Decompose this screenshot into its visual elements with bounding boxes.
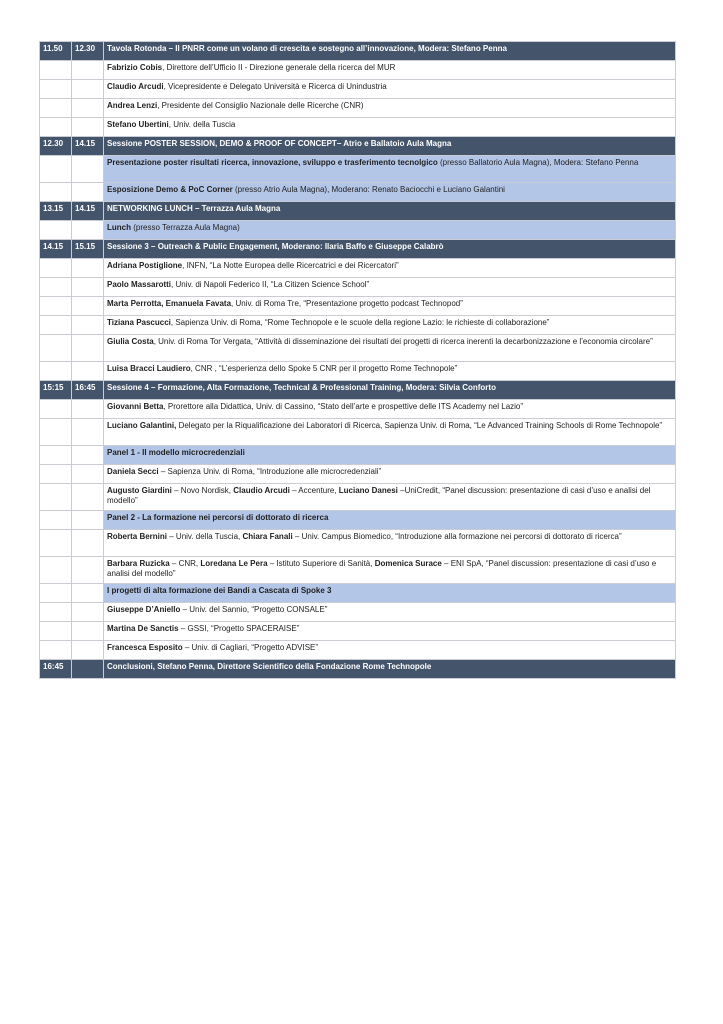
bold-text: Domenica Surace (374, 559, 442, 568)
speaker-row (40, 80, 676, 99)
bold-text: NETWORKING LUNCH – Terrazza Aula Magna (107, 204, 281, 213)
end-time (72, 484, 104, 511)
text: , Univ. della Tuscia (168, 120, 236, 129)
bold-text: Sessione POSTER SESSION, DEMO & PROOF OF CONCEPT– Atrio e Ballatoio Aula Magna (107, 139, 452, 148)
agenda-description (104, 278, 676, 297)
text: , Sapienza Univ. di Roma, “Rome Technopole e le scuole della regione Lazio: le richieste di collaborazione” (170, 318, 550, 327)
agenda-description (104, 80, 676, 99)
text: , Presidente del Consiglio Nazionale delle Ricerche (CNR) (157, 101, 364, 110)
end-time (72, 511, 104, 530)
text: , Univ. di Roma Tor Vergata, “Attività di disseminazione dei risultati dei progetti di ricerca inerenti la decarbonizzazione e l’economia circolare” (153, 337, 653, 346)
session-header-row (40, 202, 676, 221)
speaker-row (40, 297, 676, 316)
agenda-table (39, 41, 676, 679)
text: – Sapienza Univ. di Roma, “Introduzione alle microcredenziali” (158, 467, 382, 476)
start-time (40, 465, 72, 484)
end-time (72, 641, 104, 660)
text: – Accenture, (289, 486, 339, 495)
end-time: 15.15 (72, 240, 104, 259)
start-time (40, 99, 72, 118)
start-time (40, 183, 72, 202)
bold-text: Barbara Ruzicka (107, 559, 170, 568)
subsection-row (40, 221, 676, 240)
start-time (40, 557, 72, 584)
speaker-row (40, 419, 676, 446)
end-time (72, 316, 104, 335)
start-time: 13.15 (40, 202, 72, 221)
start-time (40, 156, 72, 183)
bold-text: Adriana Postiglione (107, 261, 183, 270)
session-header-row (40, 381, 676, 400)
bold-text: I progetti di alta formazione dei Bandi a Cascata di Spoke 3 (107, 586, 332, 595)
subsection-row (40, 584, 676, 603)
text: , Vicepresidente e Delegato Università e Ricerca di Unindustria (163, 82, 387, 91)
start-time (40, 603, 72, 622)
agenda-description (104, 183, 676, 202)
start-time: 11.50 (40, 42, 72, 61)
speaker-row (40, 603, 676, 622)
text: – GSSI, “Progetto SPACERAISE” (178, 624, 300, 633)
text: –UniCredit, “Panel discussion: presentazione di casi d’uso e analisi del modello” (107, 486, 651, 505)
bold-text: Esposizione Demo & PoC Corner (107, 185, 233, 194)
start-time (40, 362, 72, 381)
bold-text: Luciano Galantini, (107, 421, 177, 430)
speaker-row (40, 61, 676, 80)
bold-text: Giuseppe D’Aniello (107, 605, 181, 614)
agenda-description (104, 316, 676, 335)
start-time (40, 259, 72, 278)
text: Stefano Penna, Direttore Scientifico della Fondazione Rome Technopole (155, 662, 432, 671)
agenda-description (104, 137, 676, 156)
start-time: 16:45 (40, 660, 72, 679)
start-time: 15:15 (40, 381, 72, 400)
start-time: 14.15 (40, 240, 72, 259)
end-time (72, 362, 104, 381)
agenda-description (104, 511, 676, 530)
agenda-description (104, 156, 676, 183)
subsection-row (40, 511, 676, 530)
text: – Istituto Superiore di Sanità, (267, 559, 375, 568)
agenda-description (104, 362, 676, 381)
start-time (40, 484, 72, 511)
start-time (40, 511, 72, 530)
agenda-description (104, 240, 676, 259)
text: (presso Atrio Aula Magna), Moderano: Renato Baciocchi e Luciano Galantini (232, 185, 505, 194)
end-time (72, 660, 104, 679)
end-time (72, 335, 104, 362)
speaker-row (40, 118, 676, 137)
end-time (72, 221, 104, 240)
end-time (72, 80, 104, 99)
bold-text: Francesca Esposito (107, 643, 183, 652)
bold-text: Luciano Danesi (338, 486, 398, 495)
agenda-description (104, 557, 676, 584)
start-time (40, 297, 72, 316)
text: , Univ. di Napoli Federico II, “La Citizen Science School” (171, 280, 370, 289)
agenda-description (104, 400, 676, 419)
bold-text: Daniela Secci (107, 467, 159, 476)
end-time: 12.30 (72, 42, 104, 61)
end-time (72, 118, 104, 137)
bold-text: Sessione 4 – Formazione, Alta Formazione, Technical & Professional Training, Modera: Silvia Conforto (107, 383, 496, 392)
text: , CNR , “L’esperienza dello Spoke 5 CNR per il progetto Rome Technopole” (190, 364, 458, 373)
speaker-row (40, 278, 676, 297)
text: – ENI SpA, “Panel discussion: presentazione di casi d’uso e analisi del modello” (107, 559, 657, 578)
agenda-description (104, 660, 676, 679)
text: – CNR, (169, 559, 201, 568)
start-time (40, 641, 72, 660)
start-time (40, 278, 72, 297)
start-time (40, 419, 72, 446)
end-time (72, 400, 104, 419)
bold-text: Luisa Bracci Laudiero (107, 364, 191, 373)
end-time (72, 622, 104, 641)
agenda-description (104, 335, 676, 362)
bold-text: Roberta Bernini (107, 532, 168, 541)
bold-text: Marta Perrotta, Emanuela Favata (107, 299, 232, 308)
end-time: 14.15 (72, 202, 104, 221)
speaker-row (40, 99, 676, 118)
agenda-description (104, 221, 676, 240)
speaker-row (40, 484, 676, 511)
start-time (40, 446, 72, 465)
bold-text: Augusto Giardini (107, 486, 172, 495)
speaker-row (40, 400, 676, 419)
end-time (72, 278, 104, 297)
end-time (72, 61, 104, 80)
text: , INFN, “La Notte Europea delle Ricercatrici e dei Ricercatori” (182, 261, 399, 270)
subsection-row (40, 156, 676, 183)
agenda-description (104, 641, 676, 660)
agenda-description (104, 419, 676, 446)
agenda-description (104, 61, 676, 80)
end-time (72, 259, 104, 278)
bold-text: Tavola Rotonda – Il PNRR come un volano di crescita e sostegno all’innovazione, Modera: Stefano Penna (107, 44, 507, 53)
session-header-row (40, 137, 676, 156)
agenda-description (104, 99, 676, 118)
agenda-description (104, 530, 676, 557)
bold-text: Stefano Ubertini (107, 120, 169, 129)
speaker-row (40, 641, 676, 660)
start-time (40, 335, 72, 362)
text: (presso Terrazza Aula Magna) (131, 223, 240, 232)
end-time (72, 99, 104, 118)
agenda-description (104, 118, 676, 137)
text: – Univ. di Cagliari, “Progetto ADVISE” (182, 643, 319, 652)
text: , Direttore dell’Ufficio II - Direzione generale della ricerca del MUR (162, 63, 396, 72)
bold-text: Martina De Sanctis (107, 624, 179, 633)
start-time (40, 80, 72, 99)
start-time (40, 316, 72, 335)
agenda-description (104, 297, 676, 316)
end-time (72, 603, 104, 622)
end-time (72, 297, 104, 316)
speaker-row (40, 530, 676, 557)
start-time (40, 400, 72, 419)
start-time (40, 584, 72, 603)
speaker-row (40, 259, 676, 278)
subsection-row (40, 183, 676, 202)
text: , Univ. di Roma Tre, “Presentazione progetto podcast Technopod” (231, 299, 463, 308)
end-time: 14.15 (72, 137, 104, 156)
bold-text: Chiara Fanali (242, 532, 293, 541)
bold-text: Presentazione poster risultati ricerca, innovazione, sviluppo e trasferimento tecnolgico (107, 158, 438, 167)
bold-text: Lunch (107, 223, 131, 232)
end-time (72, 465, 104, 484)
bold-text: Conclusioni, (107, 662, 155, 671)
end-time (72, 419, 104, 446)
agenda-description (104, 259, 676, 278)
bold-text: Loredana Le Pera (200, 559, 268, 568)
text: (presso Ballatorio Aula Magna), Modera: Stefano Penna (437, 158, 639, 167)
start-time (40, 61, 72, 80)
speaker-row (40, 622, 676, 641)
speaker-row (40, 465, 676, 484)
text: , Prorettore alla Didattica, Univ. di Cassino, “Stato dell’arte e prospettive delle ITS Academy nel Lazio” (163, 402, 524, 411)
start-time: 12.30 (40, 137, 72, 156)
text: – Novo Nordisk, (171, 486, 234, 495)
agenda-description (104, 603, 676, 622)
end-time (72, 156, 104, 183)
bold-text: Giulia Costa (107, 337, 154, 346)
bold-text: Panel 2 - La formazione nei percorsi di dottorato di ricerca (107, 513, 329, 522)
end-time (72, 183, 104, 202)
agenda-description (104, 584, 676, 603)
bold-text: Fabrizio Cobis (107, 63, 163, 72)
bold-text: Giovanni Betta (107, 402, 164, 411)
speaker-row (40, 557, 676, 584)
agenda-description (104, 622, 676, 641)
speaker-row (40, 335, 676, 362)
text: Delegato per la Riqualificazione dei Laboratori di Ricerca, Sapienza Univ. di Roma, “Le Advanced Training Schools di Rome Technopole” (176, 421, 663, 430)
start-time (40, 221, 72, 240)
agenda-description (104, 42, 676, 61)
start-time (40, 622, 72, 641)
end-time (72, 446, 104, 465)
bold-text: Claudio Arcudi (107, 82, 164, 91)
bold-text: Andrea Lenzi (107, 101, 158, 110)
bold-text: Paolo Massarotti (107, 280, 172, 289)
speaker-row (40, 316, 676, 335)
text: – Univ. della Tuscia, (167, 532, 243, 541)
text: – Univ. del Sannio, “Progetto CONSALE” (180, 605, 328, 614)
agenda-description (104, 381, 676, 400)
agenda-description (104, 465, 676, 484)
agenda-description (104, 484, 676, 511)
session-header-row (40, 42, 676, 61)
end-time (72, 530, 104, 557)
bold-text: Sessione 3 – Outreach & Public Engagement, Moderano: Ilaria Baffo e Giuseppe Calabrò (107, 242, 444, 251)
subsection-row (40, 446, 676, 465)
start-time (40, 530, 72, 557)
agenda-body (40, 42, 676, 679)
session-header-row (40, 660, 676, 679)
session-header-row (40, 240, 676, 259)
bold-text: Tiziana Pascucci (107, 318, 171, 327)
start-time (40, 118, 72, 137)
agenda-description (104, 446, 676, 465)
text: – Univ. Campus Biomedico, “Introduzione alla formazione nei percorsi di dottorato di ricerca” (292, 532, 622, 541)
end-time (72, 557, 104, 584)
agenda-description (104, 202, 676, 221)
bold-text: Claudio Arcudi (233, 486, 290, 495)
speaker-row (40, 362, 676, 381)
end-time (72, 584, 104, 603)
end-time: 16:45 (72, 381, 104, 400)
bold-text: Panel 1 - Il modello microcredenziali (107, 448, 245, 457)
